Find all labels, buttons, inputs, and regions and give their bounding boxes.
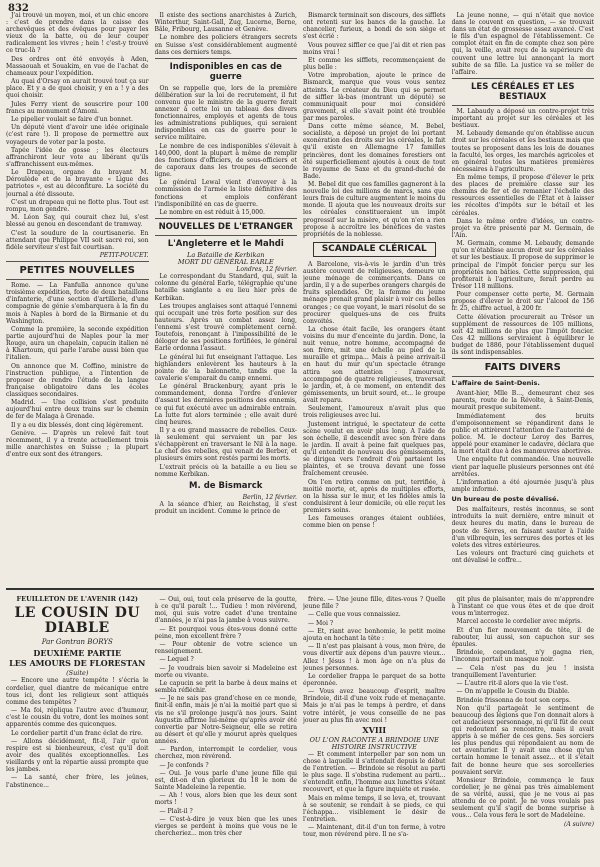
paragraph: Le nombre en est réduit à 15,000.	[159, 208, 265, 216]
section-heading: LES CÉRÉALES ET LES BESTIAUX	[471, 81, 575, 102]
paragraph: Et d'un fier mouvement de tête, il de rabouter, lui aussi, son capuchon sur ses épaules.	[451, 626, 594, 648]
section-heading: NOUVELLES DE L'ETRANGER	[158, 222, 293, 232]
paragraph: — Oui. Je vous parle d'une jeune fille qui est, dit-on d'un glorieux du 18 le nom de Sainte Madeleine la repentie.	[154, 769, 297, 792]
paragraph: — Cela n'est pas du jeu ! insista tranquillement l'aventurier.	[451, 664, 594, 679]
paragraph: C'est un drapeau qui ne flotte plus. Tout est rompu, mon gendre.	[6, 198, 149, 213]
paragraph: Bismarck terminait son discours, des sifflets ont retenti sur les bancs de la gauche. Le chancelier, furieux, a bondi de son siège et s'est écrié :	[303, 12, 446, 41]
paragraph: Il y a eu dix blessés, dont cinq légèrement.	[11, 421, 144, 429]
paragraph: Cette élévation procurerait au Trésor un supplément de ressources de 105 millions, soit 42 millions de plus que l'impôt foncier. Ces 42 millions serviraient à équilibrer le budget de 1886, pour l'établissement duquel ils sont indispensables.	[451, 313, 594, 357]
paragraph: — Ah ! vous, alors bien que les deux sont morts !	[154, 792, 297, 807]
paragraph: M. Bebel dit que ces familles gagneront à la nouvelle loi des millions de marcs, sans que leurs frais de culture augmentent le moins du monde. Il ajouta que les nouveaux droits sur les céréales constitueraient un impôt progressif sur la misère, et qu'on n'en a rien propose à accroître les bénéfices de vastes propriétés de la noblesse.	[303, 181, 446, 238]
feuilleton-suite: (Suite)	[66, 669, 89, 678]
column-1	[6, 12, 149, 584]
chapter-number: XVIII	[362, 724, 387, 735]
paragraph: Le cordelier partit d'un franc éclat de rire.	[11, 729, 143, 737]
section-heading: FAITS DIVERS	[484, 362, 561, 374]
feuilleton-author: Par Gontran BORYS	[41, 638, 113, 647]
paragraph: — Et, riant avec bonhomie, le petit moine ajouta en hochant la tête :	[303, 627, 446, 643]
paragraph: — Encore une autre tempête ! s'écria le cordelier, quel diantre de mécanique entre tous ici, dont les religieux sont attiqués comme des tempêtes ?	[6, 677, 149, 706]
subsection-heading: Un bureau de poste dévalisé.	[451, 495, 559, 504]
column-4	[452, 12, 595, 584]
paragraph: — Pardon, interrompit le cordelier, vous cherchez, mon révérend.	[154, 746, 297, 761]
paragraph: Le général Lewal vient d'envoyer à la commission de l'armée la liste définitive des fonctions et emplois conférant l'indisponibilité en cas de guerre.	[154, 179, 297, 208]
feuilleton-section	[6, 588, 594, 866]
paragraph: Les troupes anglaises sont attaqué l'ennemi qui occupait une très forte position sur des hauteurs. Après un combat assez long, l'ennemi s'est trouvé complètement cerné. Toutefois, renonçant à l'impossibilité de le déloger de ses positions fortifiées, le général Earle ordonna l'assaut.	[154, 302, 297, 353]
column-3	[303, 12, 446, 584]
paragraph: — Je confonds ?	[159, 761, 209, 769]
feuilleton-subtitle: LES AMOURS DE FLORESTAN	[9, 658, 146, 669]
paragraph: Le général Brackenbury, ayant pris le commandement, donna l'ordre d'enlever d'assaut les dernières positions des ennemis, ce qui fut exécuté avec un admirable entrain. La lutte fut alors terminée ; elle avait duré cinq heures.	[154, 383, 297, 426]
paragraph: — Je ne sais pas grand'chose en ce monde, finit-il enfin, mais je n'ai la moitié part que si vis ne s'il prolonge jusqu'à nos jours. Saint Augustin affirme lui-même qu'après avoir été convertie par Notre-Seigneur, elle se retira au désert et qu'elle y mourut après quelques années.	[154, 695, 297, 745]
paragraph: Il y a eu grand massacre de rebelles. Ceux-là seulement qui servaient un par les s'échappèrent en traversant le Nil à la nage. Le chef des rebelles, qui venait de Berber, et plusieurs émirs sont restés parmi les morts.	[154, 427, 297, 463]
paragraph: A la séance d'hier, au Reichstag, il s'est produit un incident. Comme le prince de	[154, 500, 297, 516]
paragraph: On annonce que M. Coffino, ministre de l'instruction publique, a l'intention de proposer de rendre l'étude de la langue française obligatoire dans les écoles classiques secondaires.	[6, 362, 149, 398]
subsection-heading: L'Angleterre et le Mahdi	[167, 239, 284, 249]
divider	[155, 235, 298, 236]
paragraph: Dans le même ordre d'idées, un contre-projet va être présenté par M. Germain, de l'Ain.	[451, 217, 594, 239]
paragraph: Et comme les sifflets, recommençaient de plus belle :	[303, 56, 446, 72]
feuilleton-columns	[6, 596, 594, 864]
paragraph: Monsieur Brindoie, commença le faux cordelier, je ne gênai pas très aimablement de sa vérité, aussi, que je ne vous ai pas attendu de ce point. Je ne vous voulais pas seulement qu'il s'agit de bonne surprise à vous... Cela vous fera le sort de Madeleine.	[451, 776, 594, 820]
divider	[155, 218, 298, 219]
paragraph: Des malfaiteurs, restés inconnus, se sont introduits la nuit dernière, entre minuit et deux heures du matin, dans le bureau de poste de Sèvres, en faisant sauter à l'aide d'un vilbrequin, les serrures des portes et les volets des vitres extérieures.	[451, 506, 594, 549]
paragraph: Brindoie frissonna de tout son corps.	[456, 696, 571, 704]
divider	[452, 78, 595, 79]
paragraph: Marcel accoste le cordelier avec mépris.	[456, 618, 583, 626]
paragraph: Pour compenser cette perte, M. Germain propose d'élever le droit sur l'alcool de 156 fr. 25, chiffre actuel, à 200 fr.	[451, 291, 594, 313]
paragraph: Tapée l'idée de gosse ; les électeurs affranchiront leur vote au libérant qu'ils s'affranchissent eux-mêmes.	[6, 146, 149, 168]
paragraph: Immédiatement des bruits d'empoisonnement se répandirent dans le public et attirèrent l'attention de l'autorité de police. M. le docteur Leroy des Barres, appelé pour examiner le cadavre, déclara que la mort était due à des manœuvres abortives.	[451, 412, 594, 456]
section-heading: PETITES NOUVELLES	[19, 265, 135, 277]
column-2	[155, 12, 298, 584]
paragraph: frère. — Une jeune fille, dites-vous ? Quelle jeune fille ?	[303, 596, 446, 611]
paragraph: Genève. — D'après un relevé fait tout récemment, il y a trente actuellement trois mille anarchistes en Suisse ; la plupart d'entre eux sont des étrangers.	[6, 429, 149, 459]
feuilleton-column-3	[303, 596, 446, 864]
paragraph: A Barcelone, vis-à-vis le jardin d'un très austère couvent de religieuses, demeure un jeune ménage de commerçants. Dans ce jardin, il y a de superbes orangers chargés de fruits splendides. Or, la femme du jeune ménage prenait grand plaisir à voir ces belles oranges ; ce que voyant, le mari résolut de se procurer quelques-uns de ces fruits convoités.	[303, 260, 446, 325]
paragraph: M. Lebaudy demande qu'on établisse aucun droit sur les céréales et les bestiaux mais que toutes se proposent dans les lois de douanes la faculté, les orges, les marchés agricoles et en général toutes les matières premières nécessaires à l'agriculture.	[451, 130, 594, 173]
dateline: Berlin, 12 février.	[242, 493, 297, 501]
paragraph: — Oui, oui, tout cela préserve de la goutte, à ce qu'il paraît !... Tudieu ! mon révérend, moi, qui suis votre cadet d'une trentaine d'années, je n'ai pas la jambe à vous suivre.	[154, 596, 297, 625]
paragraph: Le correspondant du Standard, qui, suit la colonne du général Earle, télégraphie qu'une bataille sanglante a eu lieu hier près de Kerbikan.	[154, 273, 297, 302]
paragraph: Mais en même temps, il se leva, et, trouvant à se soutenir, se rendait à se pieds, ce qui l'échappa... visiblement le désir de l'entretien.	[303, 794, 446, 824]
feuilleton-column-2	[155, 596, 298, 864]
subsection-heading: L'affaire de Saint-Denis.	[451, 379, 540, 388]
paragraph: Brindoie, cependant, n'y gagna rien, l'inconnu portait un masque noir.	[451, 649, 594, 664]
paragraph: Au quai d'Orsay on aurait trouvé tout ça sur place. Et y a de quoi choisir, y en a ! y a des quoi choisir.	[6, 78, 149, 100]
dateline: Londres, 12 février.	[236, 266, 297, 274]
paragraph: — Ma foi, répliqua l'autre avec d'humour, c'est le cousin du votre, dont les moines sont apparentés comme des quiconques.	[6, 707, 149, 729]
paragraph: La jeune nonne, — qui n'était que novice dans le couvent en question, — se trouvait dans un état de grossesse assez avancé. C'est le fils d'un espagnol de l'établissement. Ce complot était en fin de compte chez son père qui, la veille, avait reçu de la supérieure du couvent une lettre lui annonçant la mort subite de sa fille. La justice va se mêler de l'affaire.	[451, 12, 594, 76]
paragraph: Des ordres ont été envoyés à Aden, Massaouah et Souakim, en vue de l'achat de chameaux pour l'expédition.	[6, 55, 149, 77]
paragraph: Le nombre des policiers étrangers secrets en Suisse s'est considérablement augmenté dans ces derniers temps.	[154, 34, 297, 56]
paragraph: git plus de plaisanter, mais de m'apprendre à l'instant ce que vous êtes et de que droit vous m'interrogez.	[451, 596, 594, 618]
paragraph: — Maintenant, dit-il d'un ton ferme, à votre tour, mon révérend père. Il ne s'a-	[303, 824, 446, 839]
paragraph: — Lequel ?	[159, 656, 194, 664]
paragraph: Avant-hier, Mlle B..., demeurant chez ses parents, route de la Révolte, à Saint-Denis, mourait presque subitement.	[451, 390, 594, 412]
chapter-title: OU L'ON RACONTE A BRINDOIE UNE HISTOIRE INSTRUCTIVE	[309, 735, 439, 751]
paragraph: Le général lui fut enseignant l'attaque. Les highlanders enlevèrent les hauteurs à la pointe de la baïonnette, tandis que la cavalerie s'emparait du camp ennemi.	[154, 353, 297, 382]
paragraph: J'ai trouvé un moyen, moi, et un chic encore : c'est de prendre dans la caisse des archevêques et des évêques pour payer les vieux de la batte, ou de leur couper radicalement les vivres ; hein ! c'est-y trouvé ce truc-là ?	[6, 12, 149, 55]
divider	[452, 376, 595, 377]
feuilleton-column-4	[452, 596, 595, 864]
paragraph: Dans cette même séance, M. Bebel, socialiste, a déposé un projet de loi portant exonération des droits sur les céréales, le fait qu'il existe en Allemagne 17 familles princières, dont les domaines forestiers ont été superficiellement ajoutés à ceux de tout le royaume de Saxe et du grand-duché de Bade.	[303, 123, 446, 180]
paragraph: Une enquête fut commandée. Une nouvelle vient par laquelle plusieurs personnes ont été arrêtées.	[451, 456, 594, 478]
divider	[6, 279, 149, 280]
to-be-continued: (A suivre)	[563, 820, 594, 828]
paragraph: Les fameuses oranges étaient oubliées, comme bien on pense !	[303, 515, 446, 530]
signature: PETIT-POUCET.	[99, 252, 149, 260]
paragraph: Votre improbation, ajoute le prince de Bismarck, marque que vous vous sentez atteints. Le créateur du Dieu qui se permet de siffler là-bas (montrant un député) se communiquait pour moi considéré gravement, si elle s'avait point été troublée par mes paroles.	[303, 72, 446, 122]
paragraph: — Et pourquoi vous êtes-vous donné cette peine, mon excellent frère ?	[154, 625, 297, 640]
paragraph: Justement intrigué, le spectateur de cette scène voulut en avoir plus long. A l'aide de son échelle, il descendit avec son frère dans le jardin. Il avait à peine fait quelques pas, qu'il entendit de nouveau des gémissements, se dirigea vers l'endroit d'où partaient les plaintes, et se trouva devant une fosse fraîchement creusée.	[303, 420, 446, 478]
paragraph: La chose était facile, les orangers étant voisins du mur d'enceinte du jardin. Donc, la nuit venue, notre homme, accompagné de son frère, mit une échelle au pied de la muraille et grimpa... Mais à peine arrivait-il en haut du mur qu'un spectacle étrange attira son attention : l'amoureux, accompagné de quatre religieuses, traversait le jardin, et, à ce moment, on entendit des gémissements, un bruit sourd, et... le groupe avait reparu.	[303, 325, 446, 404]
subsection-heading: La Bataille de Kerbikan	[187, 251, 265, 259]
divider	[452, 358, 595, 359]
feuilleton-column-1	[6, 596, 149, 864]
paragraph: — Il n'est pas plaisant à vous, mon frère, de vous divertir aux dépens d'un pauvre vieux... Allez ! Jésus ! à mon âge on n'a plus de jeunes personnes.	[303, 643, 446, 672]
paragraph: Vous pouvez siffler ce que j'ai dit et rien pas moins vrai !	[303, 41, 446, 56]
subsection-heading: MORT DU GÉNÉRAL EARLE	[177, 258, 274, 267]
divider	[155, 58, 298, 59]
paragraph: M. Léon Say, qui courait chez lui, s'est blessé au genou en descendant de tramway.	[6, 214, 149, 229]
paragraph: On se rappelle que, lors de la première délibération sur la loi de recrutement, il fut convenu que le ministre de la guerre ferait annexer à cette loi un tableau des divers fonctionnaires, employés et agents de tous les administrations publiques, qui seraient indisponibles en cas de guerre pour le service militaire.	[154, 84, 297, 142]
paragraph: M. Labaudy a déposé un contre-projet très important au projet sur les céréales et les bestiaux.	[451, 107, 594, 130]
paragraph: Il existe des sections anarchistes à Zurich, Winterthur, Saint-Gall, Zug, Lucerne, Berne, Bâle, Fribourg, Lausanne et Genève.	[154, 12, 297, 34]
section-heading: Indisponibles en cas de guerre	[169, 61, 282, 82]
paragraph: Non qu'il partageât le sentiment de beaucoup des légions que l'on donnait alors à cet audacieux personnage, ni qu'il fût de ceux qui redoutent sa rencontre, mais il avait appris à se méfier de ces gens. Ses sorciers les plus pendus qui répondaient au nom de cet aventurier. Il y avait une chose qu'un certain homme le tenait assez... et il s'était fait de bonne heure que ses sorcelleries pouvaient servir.	[451, 704, 594, 776]
paragraph: Seulement, l'amoureux n'avait plus que trois religieuses avec lui.	[303, 405, 446, 420]
divider	[452, 105, 595, 106]
paragraph: Le capucin se prit la barbe à deux mains et sembla réfléchir.	[154, 679, 297, 695]
paragraph: C'est la soudure de la courtisanerie. En attendant que Philippe VII soit sacré roi, son fidèle serviteur s'est fait courtisan.	[6, 229, 149, 251]
paragraph: Comme la première, la seconde expédition partie aujourd'hui de Naples pour la mer Rouge, aura un chapelain, capucin italien né à Khartoum, qui parle l'arabe aussi bien que l'italien.	[6, 325, 149, 362]
page-number: 832	[8, 3, 29, 14]
paragraph: — La santé, cher frère, les jeûnes, l'abstinence...	[6, 774, 149, 789]
paragraph: Le nombre de ces indisponibles s'élevait à 140,000, dont la plupart à même de remplir des fonctions d'officiers, de sous-officiers et de caporaux dans les troupes de seconde ligne.	[154, 142, 297, 179]
paragraph: — Celle que vous connaissiez.	[308, 611, 401, 619]
paragraph: — Moi ?	[308, 619, 334, 627]
paragraph: Le pipelier voulait se faire d'un bonnet.	[11, 116, 133, 124]
paragraph: — Allons décidément, fit-il, l'air qu'on respire est si bienheureux, c'est qu'il doit avoir des qualités exceptionnelles. Les vieillards y ont la répartie aussi prompte que les jambes.	[6, 737, 149, 774]
paragraph: Le Drapeau, organe du brayant M. Déroulède et de la brayante « Ligue des patriotes », est au déconfiture. La société du journal a été dissoute.	[6, 169, 149, 198]
paragraph: En même temps, il propose d'élever le prix des places de première classe sur les chemins de fer et de remanier l'échelle des ressources essentielles de l'État et à laisser les récoltes d'impôts sur le bétail et les céréales.	[451, 174, 594, 217]
paragraph: — On m'appelle le Cousin du Diable.	[456, 688, 570, 696]
paragraph: — C'est-à-dire je veux bien que les unes vierges se perdent à moins que vous ne le chercheriez... mon très cher	[154, 815, 297, 838]
paragraph: — Vous avez beaucoup d'esprit, maître Brindoie, dit-il d'une voix rude et menaçante. Mais je n'ai pas le temps à perdre, et dans votre intérêt, je vous conseille de ne pas jouer au plus fin avec moi !	[303, 688, 446, 724]
article-columns	[6, 12, 594, 584]
paragraph: M. Germain, comme M. Lebaudy, demande qu'on n'établisse aucun droit sur les céréales et sur les bestiaux. Il propose de supprimer le principal de l'impôt foncier perçu sur les propriétés non bâties. Cette suppression, qui profiterait à l'agriculture, ferait perdre au Trésor 118 millions.	[451, 240, 594, 290]
paragraph: L'information a été ajournée jusqu'à plus ample informé.	[451, 478, 594, 494]
feuilleton-part: DEUXIÈME PARTIE	[33, 648, 122, 659]
paragraph: Un député vient d'avoir une idée originale (c'est rare !). Il propose de permettre aux voyageurs de voter par la poste.	[6, 124, 149, 146]
paragraph: Les voleurs ont fracturé cinq guichets et ont dévalisé le coffre...	[451, 549, 594, 565]
paragraph: L'extrait précis où la bataille a eu lieu se nomme Kerbikan.	[154, 463, 297, 478]
paragraph: Rome. — La Fanfulla annonce qu'une troisième expédition, forte de deux bataillons d'infanterie, d'une section d'artillerie, d'une compagnie de génie s'embarquera à la fin du mois à Naples à bord de la Birmanie et du Washington.	[6, 282, 149, 325]
paragraph: Madrid. — Une collision s'est produite aujourd'hui entre deux trains sur le chemin de fer de Malaga à Grenade.	[6, 399, 149, 421]
paragraph: — L'autre rit-il alors que la vie t'est.	[456, 679, 569, 687]
feuilleton-tag: FEUILLETON DE L'AVENIR (142)	[16, 596, 138, 603]
section-heading: SCANDALE CLÉRICAL	[313, 242, 436, 257]
subsection-heading: M. de Bismarck	[189, 480, 263, 491]
paragraph: — Plaît-il ?	[159, 807, 193, 815]
feuilleton-title: LE COUSIN DU DIABLE	[14, 605, 141, 637]
paragraph: Jules Ferry vient de souscrire pour 100 francs au monument d'Amoni.	[6, 100, 149, 115]
paragraph: — Je voudrais bien savoir si Madeleine est morte ou vivante.	[154, 664, 297, 679]
paragraph: — Pour obtenir de votre science un renseignement.	[154, 640, 297, 656]
paragraph: Le cordelier frappa le parquet de sa botte éperonnée.	[303, 672, 446, 687]
paragraph: — Et comment interpeller par son nom un chose à laquelle il s'attendait depuis le début de l'entretien. — Brindoie se résolut au parti le plus sage. Il s'obstina rudement au parti... s'entendit enfin, l'homme aux lunettes s'étant recouvert, et que la figure inquiète et rusée.	[303, 751, 446, 794]
divider	[6, 261, 149, 262]
paragraph: On l'en retira comme on put, terrifiée, à moitié morte, et, après de multiples efforts, on la hissa sur le mur, et les fidèles amis la conduisirent à leur domicile, où elle reçut les premiers soins.	[303, 478, 446, 514]
